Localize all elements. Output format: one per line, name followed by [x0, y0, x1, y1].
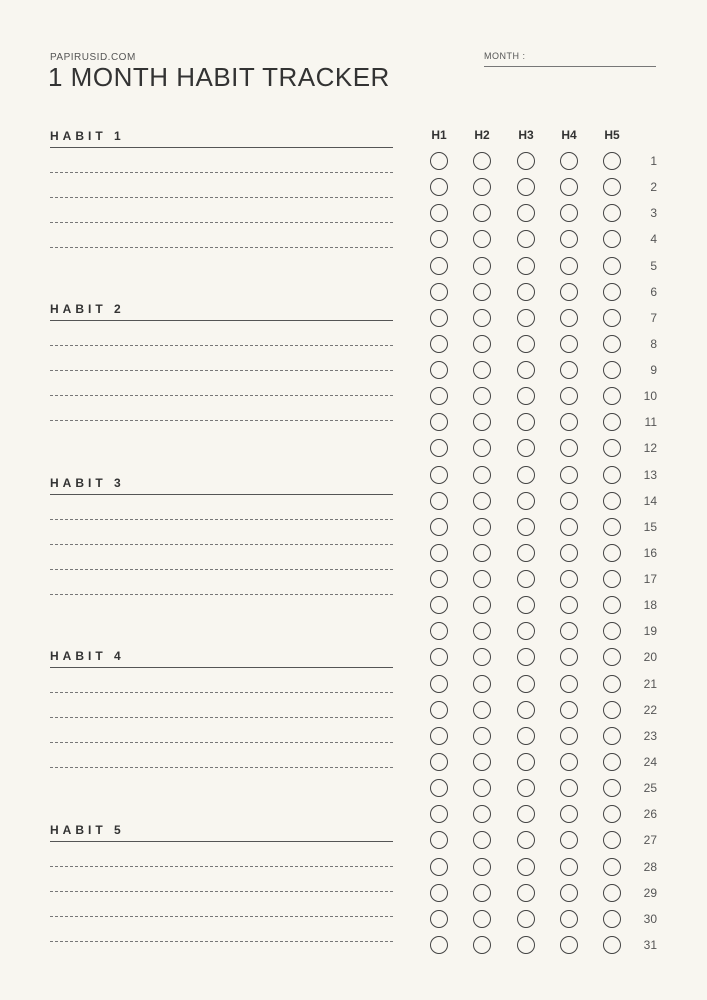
habit-checkbox-h2-day-20[interactable]: [473, 648, 491, 666]
habit-checkbox-h3-day-25[interactable]: [517, 779, 535, 797]
habit-checkbox-h4-day-2[interactable]: [560, 178, 578, 196]
habit-checkbox-h1-day-28[interactable]: [430, 858, 448, 876]
habit-checkbox-h2-day-14[interactable]: [473, 492, 491, 510]
habit-checkbox-h3-day-9[interactable]: [517, 361, 535, 379]
habit-checkbox-h1-day-22[interactable]: [430, 701, 448, 719]
habit-checkbox-h4-day-31[interactable]: [560, 936, 578, 954]
note-line[interactable]: [50, 891, 393, 892]
habit-checkbox-h3-day-15[interactable]: [517, 518, 535, 536]
habit-checkbox-h3-day-13[interactable]: [517, 466, 535, 484]
month-label: MONTH :: [484, 51, 526, 61]
habit-checkbox-h3-day-10[interactable]: [517, 387, 535, 405]
habit-checkbox-h1-day-16[interactable]: [430, 544, 448, 562]
habit-checkbox-h3-day-6[interactable]: [517, 283, 535, 301]
habit-checkbox-h5-day-19[interactable]: [603, 622, 621, 640]
habit-checkbox-h2-day-22[interactable]: [473, 701, 491, 719]
habit-checkbox-h1-day-29[interactable]: [430, 884, 448, 902]
habit-rule: [50, 494, 393, 495]
habit-checkbox-h2-day-17[interactable]: [473, 570, 491, 588]
column-header-h2: H2: [474, 128, 490, 142]
habit-checkbox-h2-day-26[interactable]: [473, 805, 491, 823]
habit-section-4: [50, 647, 393, 768]
day-number: 19: [643, 624, 657, 639]
habit-checkbox-h2-day-11[interactable]: [473, 413, 491, 431]
day-number: 26: [643, 807, 657, 822]
habit-checkbox-h4-day-18[interactable]: [560, 596, 578, 614]
habit-title: HABIT 5: [50, 823, 125, 837]
note-line[interactable]: [50, 395, 393, 396]
habit-checkbox-h4-day-9[interactable]: [560, 361, 578, 379]
day-number: 24: [643, 754, 657, 769]
habit-checkbox-h3-day-3[interactable]: [517, 204, 535, 222]
day-number: 7: [650, 310, 657, 325]
habit-checkbox-h3-day-21[interactable]: [517, 675, 535, 693]
habit-checkbox-h5-day-30[interactable]: [603, 910, 621, 928]
habit-checkbox-h2-day-21[interactable]: [473, 675, 491, 693]
day-number: 23: [643, 728, 657, 743]
habit-checkbox-h5-day-1[interactable]: [603, 152, 621, 170]
habit-checkbox-h5-day-6[interactable]: [603, 283, 621, 301]
habit-checkbox-h1-day-1[interactable]: [430, 152, 448, 170]
habit-section-3: [50, 474, 393, 595]
habit-checkbox-h3-day-1[interactable]: [517, 152, 535, 170]
habit-checkbox-h4-day-8[interactable]: [560, 335, 578, 353]
day-number: 29: [643, 885, 657, 900]
habit-checkbox-h3-day-22[interactable]: [517, 701, 535, 719]
column-header-h4: H4: [561, 128, 577, 142]
habit-checkbox-h4-day-26[interactable]: [560, 805, 578, 823]
habit-checkbox-h2-day-13[interactable]: [473, 466, 491, 484]
day-number: 3: [650, 206, 657, 221]
habit-checkbox-h3-day-17[interactable]: [517, 570, 535, 588]
habit-checkbox-h3-day-8[interactable]: [517, 335, 535, 353]
habit-checkbox-h5-day-18[interactable]: [603, 596, 621, 614]
habit-checkbox-h5-day-12[interactable]: [603, 439, 621, 457]
habit-checkbox-h4-day-24[interactable]: [560, 753, 578, 771]
habit-checkbox-h3-day-19[interactable]: [517, 622, 535, 640]
habit-checkbox-h3-day-20[interactable]: [517, 648, 535, 666]
day-number: 10: [643, 389, 657, 404]
habit-checkbox-h1-day-10[interactable]: [430, 387, 448, 405]
habit-checkbox-h1-day-14[interactable]: [430, 492, 448, 510]
habit-checkbox-h5-day-20[interactable]: [603, 648, 621, 666]
habit-checkbox-h4-day-3[interactable]: [560, 204, 578, 222]
habit-checkbox-h4-day-21[interactable]: [560, 675, 578, 693]
habit-checkbox-h4-day-28[interactable]: [560, 858, 578, 876]
habit-section-1: [50, 127, 393, 248]
habit-checkbox-h4-day-13[interactable]: [560, 466, 578, 484]
habit-checkbox-h3-day-27[interactable]: [517, 831, 535, 849]
note-line[interactable]: [50, 519, 393, 520]
habit-checkbox-h3-day-12[interactable]: [517, 439, 535, 457]
habit-checkbox-h1-day-23[interactable]: [430, 727, 448, 745]
habit-checkbox-h3-day-5[interactable]: [517, 257, 535, 275]
note-line[interactable]: [50, 197, 393, 198]
day-number: 6: [650, 284, 657, 299]
note-line[interactable]: [50, 370, 393, 371]
note-line[interactable]: [50, 742, 393, 743]
habit-title: HABIT 2: [50, 302, 125, 316]
habit-checkbox-h1-day-3[interactable]: [430, 204, 448, 222]
habit-checkbox-h2-day-9[interactable]: [473, 361, 491, 379]
note-line[interactable]: [50, 866, 393, 867]
note-line[interactable]: [50, 916, 393, 917]
habit-checkbox-h1-day-31[interactable]: [430, 936, 448, 954]
habit-checkbox-h2-day-4[interactable]: [473, 230, 491, 248]
note-line[interactable]: [50, 594, 393, 595]
habit-checkbox-h2-day-25[interactable]: [473, 779, 491, 797]
habit-checkbox-h5-day-28[interactable]: [603, 858, 621, 876]
habit-checkbox-h4-day-14[interactable]: [560, 492, 578, 510]
habit-checkbox-h4-day-15[interactable]: [560, 518, 578, 536]
habit-checkbox-h4-day-1[interactable]: [560, 152, 578, 170]
note-line[interactable]: [50, 544, 393, 545]
habit-checkbox-h4-day-4[interactable]: [560, 230, 578, 248]
habit-checkbox-h2-day-8[interactable]: [473, 335, 491, 353]
column-header-h1: H1: [431, 128, 447, 142]
habit-checkbox-h2-day-3[interactable]: [473, 204, 491, 222]
note-line[interactable]: [50, 767, 393, 768]
habit-checkbox-h2-day-30[interactable]: [473, 910, 491, 928]
habit-checkbox-h5-day-15[interactable]: [603, 518, 621, 536]
habit-title: HABIT 1: [50, 129, 125, 143]
habit-checkbox-h5-day-14[interactable]: [603, 492, 621, 510]
habit-checkbox-h4-day-16[interactable]: [560, 544, 578, 562]
habit-checkbox-h5-day-2[interactable]: [603, 178, 621, 196]
habit-checkbox-h3-day-7[interactable]: [517, 309, 535, 327]
habit-rule: [50, 667, 393, 668]
habit-rule: [50, 841, 393, 842]
habit-checkbox-h5-day-10[interactable]: [603, 387, 621, 405]
day-number: 1: [650, 154, 657, 168]
habit-section-5: [50, 821, 393, 942]
habit-checkbox-h4-day-12[interactable]: [560, 439, 578, 457]
day-number: 31: [643, 937, 657, 952]
habit-checkbox-h5-day-5[interactable]: [603, 257, 621, 275]
habit-checkbox-h1-day-5[interactable]: [430, 257, 448, 275]
day-number: 16: [643, 545, 657, 560]
day-number: 5: [650, 258, 657, 273]
note-line[interactable]: [50, 692, 393, 693]
habit-checkbox-h4-day-22[interactable]: [560, 701, 578, 719]
habit-checkbox-h4-day-23[interactable]: [560, 727, 578, 745]
day-number: 27: [643, 833, 657, 848]
habit-checkbox-h5-day-9[interactable]: [603, 361, 621, 379]
habit-checkbox-h5-day-22[interactable]: [603, 701, 621, 719]
habit-checkbox-h5-day-16[interactable]: [603, 544, 621, 562]
habit-checkbox-h1-day-7[interactable]: [430, 309, 448, 327]
habit-checkbox-h3-day-14[interactable]: [517, 492, 535, 510]
habit-checkbox-h3-day-28[interactable]: [517, 858, 535, 876]
habit-checkbox-h1-day-4[interactable]: [430, 230, 448, 248]
site-name: PAPIRUSID.COM: [50, 52, 136, 63]
habit-checkbox-h1-day-19[interactable]: [430, 622, 448, 640]
habit-checkbox-h4-day-19[interactable]: [560, 622, 578, 640]
day-number: 11: [644, 415, 657, 430]
habit-checkbox-h3-day-30[interactable]: [517, 910, 535, 928]
habit-title: HABIT 3: [50, 476, 125, 490]
habit-checkbox-h4-day-11[interactable]: [560, 413, 578, 431]
habit-checkbox-h4-day-7[interactable]: [560, 309, 578, 327]
note-line[interactable]: [50, 420, 393, 421]
habit-checkbox-h1-day-6[interactable]: [430, 283, 448, 301]
habit-checkbox-h4-day-27[interactable]: [560, 831, 578, 849]
habit-checkbox-h5-day-31[interactable]: [603, 936, 621, 954]
habit-checkbox-h5-day-25[interactable]: [603, 779, 621, 797]
habit-checkbox-h1-day-30[interactable]: [430, 910, 448, 928]
habit-section-2: [50, 300, 393, 421]
habit-checkbox-h3-day-31[interactable]: [517, 936, 535, 954]
day-number: 2: [650, 180, 657, 195]
day-number: 8: [650, 336, 657, 351]
habit-checkbox-h3-day-29[interactable]: [517, 884, 535, 902]
habit-checkbox-h1-day-26[interactable]: [430, 805, 448, 823]
habit-checkbox-h2-day-1[interactable]: [473, 152, 491, 170]
habit-checkbox-h1-day-27[interactable]: [430, 831, 448, 849]
column-header-h5: H5: [604, 128, 620, 142]
habit-checkbox-h3-day-23[interactable]: [517, 727, 535, 745]
note-line[interactable]: [50, 569, 393, 570]
habit-checkbox-h3-day-2[interactable]: [517, 178, 535, 196]
habit-checkbox-h4-day-30[interactable]: [560, 910, 578, 928]
habit-checkbox-h5-day-26[interactable]: [603, 805, 621, 823]
day-number: 9: [650, 363, 657, 378]
habit-checkbox-h1-day-9[interactable]: [430, 361, 448, 379]
habit-rule: [50, 320, 393, 321]
habit-checkbox-h2-day-5[interactable]: [473, 257, 491, 275]
habit-checkbox-h5-day-11[interactable]: [603, 413, 621, 431]
habit-checkbox-h2-day-27[interactable]: [473, 831, 491, 849]
habit-checkbox-h2-day-23[interactable]: [473, 727, 491, 745]
habit-checkbox-h2-day-15[interactable]: [473, 518, 491, 536]
day-number: 22: [643, 702, 657, 717]
habit-checkbox-h2-day-2[interactable]: [473, 178, 491, 196]
habit-rule: [50, 147, 393, 148]
habit-checkbox-h4-day-6[interactable]: [560, 283, 578, 301]
habit-checkbox-h5-day-21[interactable]: [603, 675, 621, 693]
habit-checkbox-h1-day-11[interactable]: [430, 413, 448, 431]
habit-checkbox-h3-day-16[interactable]: [517, 544, 535, 562]
habit-checkbox-h2-day-10[interactable]: [473, 387, 491, 405]
habit-checkbox-h1-day-8[interactable]: [430, 335, 448, 353]
habit-checkbox-h5-day-4[interactable]: [603, 230, 621, 248]
day-number: 14: [643, 493, 657, 508]
page-title: 1 MONTH HABIT TRACKER: [48, 62, 390, 92]
habit-checkbox-h1-day-13[interactable]: [430, 466, 448, 484]
day-number: 17: [643, 572, 657, 587]
habit-checkbox-h3-day-18[interactable]: [517, 596, 535, 614]
habit-checkbox-h5-day-7[interactable]: [603, 309, 621, 327]
habit-checkbox-h5-day-24[interactable]: [603, 753, 621, 771]
habit-checkbox-h5-day-17[interactable]: [603, 570, 621, 588]
day-number: 30: [643, 911, 657, 926]
habit-checkbox-h5-day-8[interactable]: [603, 335, 621, 353]
note-line[interactable]: [50, 717, 393, 718]
habit-checkbox-h2-day-29[interactable]: [473, 884, 491, 902]
habit-checkbox-h4-day-20[interactable]: [560, 648, 578, 666]
column-header-h3: H3: [518, 128, 534, 142]
habit-checkbox-h3-day-4[interactable]: [517, 230, 535, 248]
habit-checkbox-h2-day-7[interactable]: [473, 309, 491, 327]
habit-checkbox-h2-day-31[interactable]: [473, 936, 491, 954]
day-number: 20: [643, 650, 657, 665]
day-number: 13: [643, 467, 657, 482]
habit-checkbox-h5-day-23[interactable]: [603, 727, 621, 745]
habit-checkbox-h3-day-11[interactable]: [517, 413, 535, 431]
habit-checkbox-h1-day-18[interactable]: [430, 596, 448, 614]
habit-checkbox-h5-day-27[interactable]: [603, 831, 621, 849]
habit-checkbox-h4-day-10[interactable]: [560, 387, 578, 405]
habit-checkbox-h4-day-25[interactable]: [560, 779, 578, 797]
note-line[interactable]: [50, 247, 393, 248]
day-number: 25: [643, 781, 657, 796]
note-line[interactable]: [50, 345, 393, 346]
note-line[interactable]: [50, 941, 393, 942]
habit-checkbox-h4-day-29[interactable]: [560, 884, 578, 902]
habit-checkbox-h2-day-6[interactable]: [473, 283, 491, 301]
day-number: 12: [643, 441, 657, 456]
habit-checkbox-h1-day-12[interactable]: [430, 439, 448, 457]
habit-checkbox-h5-day-3[interactable]: [603, 204, 621, 222]
habit-checkbox-h1-day-20[interactable]: [430, 648, 448, 666]
habit-checkbox-h2-day-19[interactable]: [473, 622, 491, 640]
day-number: 15: [643, 519, 657, 534]
habit-checkbox-h1-day-15[interactable]: [430, 518, 448, 536]
habit-checkbox-h2-day-16[interactable]: [473, 544, 491, 562]
habit-checkbox-h1-day-2[interactable]: [430, 178, 448, 196]
habit-checkbox-h3-day-26[interactable]: [517, 805, 535, 823]
habit-title: HABIT 4: [50, 649, 125, 663]
habit-checkbox-h3-day-24[interactable]: [517, 753, 535, 771]
day-number: 18: [643, 598, 657, 613]
habit-checkbox-h2-day-18[interactable]: [473, 596, 491, 614]
habit-checkbox-h4-day-5[interactable]: [560, 257, 578, 275]
habit-checkbox-h5-day-13[interactable]: [603, 466, 621, 484]
habit-checkbox-h2-day-28[interactable]: [473, 858, 491, 876]
habit-checkbox-h1-day-24[interactable]: [430, 753, 448, 771]
day-number: 4: [650, 232, 657, 247]
habit-checkbox-h4-day-17[interactable]: [560, 570, 578, 588]
month-input-line[interactable]: [484, 66, 656, 67]
note-line[interactable]: [50, 222, 393, 223]
habit-checkbox-h1-day-17[interactable]: [430, 570, 448, 588]
habit-checkbox-h1-day-21[interactable]: [430, 675, 448, 693]
day-number: 28: [643, 859, 657, 874]
habit-checkbox-h2-day-12[interactable]: [473, 439, 491, 457]
habit-checkbox-h5-day-29[interactable]: [603, 884, 621, 902]
habit-checkbox-h2-day-24[interactable]: [473, 753, 491, 771]
habit-checkbox-h1-day-25[interactable]: [430, 779, 448, 797]
day-number: 21: [643, 676, 657, 691]
note-line[interactable]: [50, 172, 393, 173]
